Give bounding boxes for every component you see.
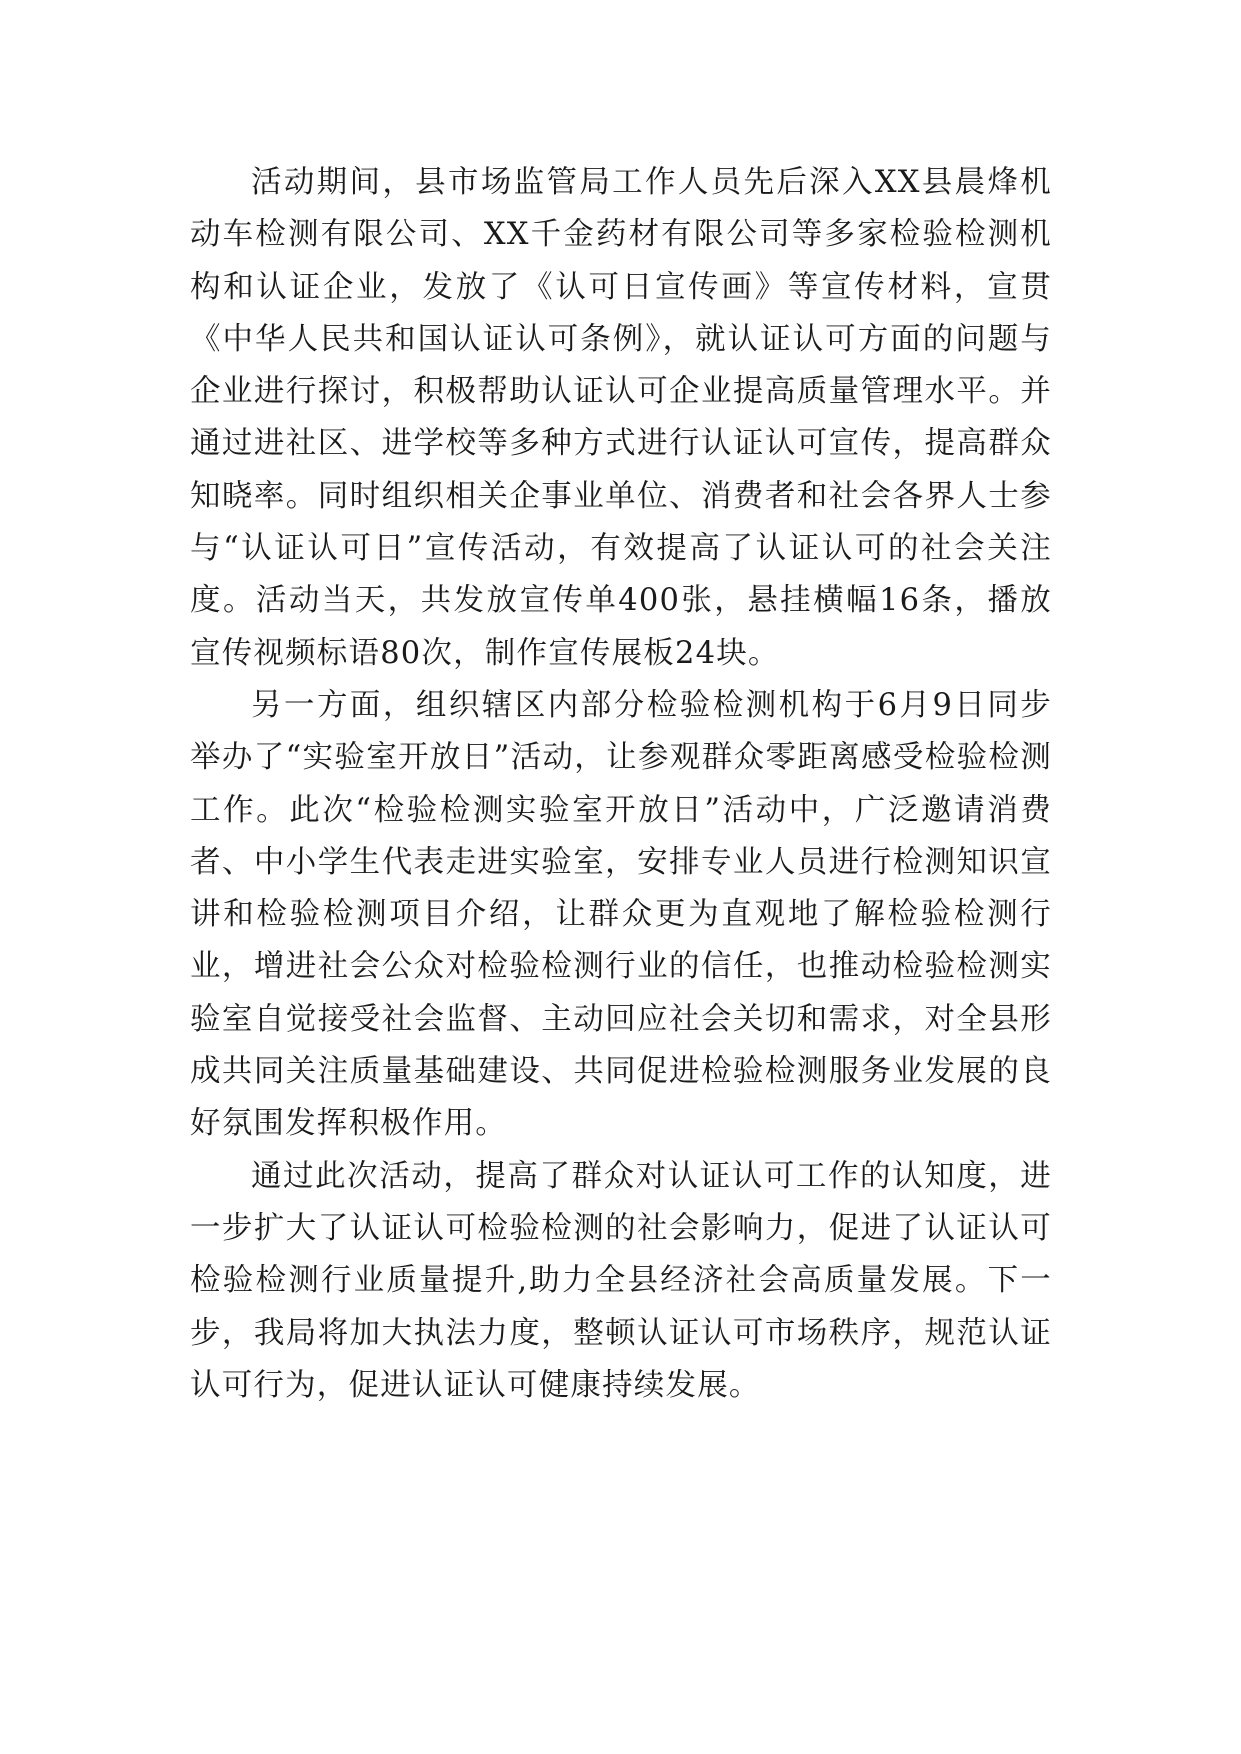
paragraph-lab-open-day: 另一方面，组织辖区内部分检验检测机构于6月9日同步举办了“实验室开放日”活动，让参观群众零距离感受检验检测工作。此次“检验检测实验室开放日”活动中，广泛邀请消费者、中小学生代表走进实验室，安排专业人员进行检测知识宣讲和检验检测项目介绍，让群众更为直观地了解检验检测行业，增进社会公众对检验检测行业的信任，也推动检验检测实验室自觉接受社会监督、主动回应社会关切和需求，对全县形成共同关注质量基础建设、共同促进检验检测服务业发展的良好氛围发挥积极作用。	[190, 687, 1052, 1142]
document-body	[190, 157, 1052, 1412]
paragraph-activities: 活动期间，县市场监管局工作人员先后深入XX县晨烽机动车检测有限公司、XX千金药材有限公司等多家检验检测机构和认证企业，发放了《认可日宣传画》等宣传材料，宣贯《中华人民共和国认证认可条例》，就认证认可方面的问题与企业进行探讨，积极帮助认证认可企业提高质量管理水平。并通过进社区、进学校等多种方式进行认证认可宣传，提高群众知晓率。同时组织相关企事业单位、消费者和社会各界人士参与“认证认可日”宣传活动，有效提高了认证认可的社会关注度。活动当天，共发放宣传单400张，悬挂横幅16条，播放宣传视频标语80次，制作宣传展板24块。	[190, 165, 1052, 671]
paragraph-conclusion: 通过此次活动，提高了群众对认证认可工作的认知度，进一步扩大了认证认可检验检测的社会影响力，促进了认证认可检验检测行业质量提升,助力全县经济社会高质量发展。下一步，我局将加大执法力度，整顿认证认可市场秩序，规范认证认可行为，促进认证认可健康持续发展。	[190, 1158, 1052, 1403]
